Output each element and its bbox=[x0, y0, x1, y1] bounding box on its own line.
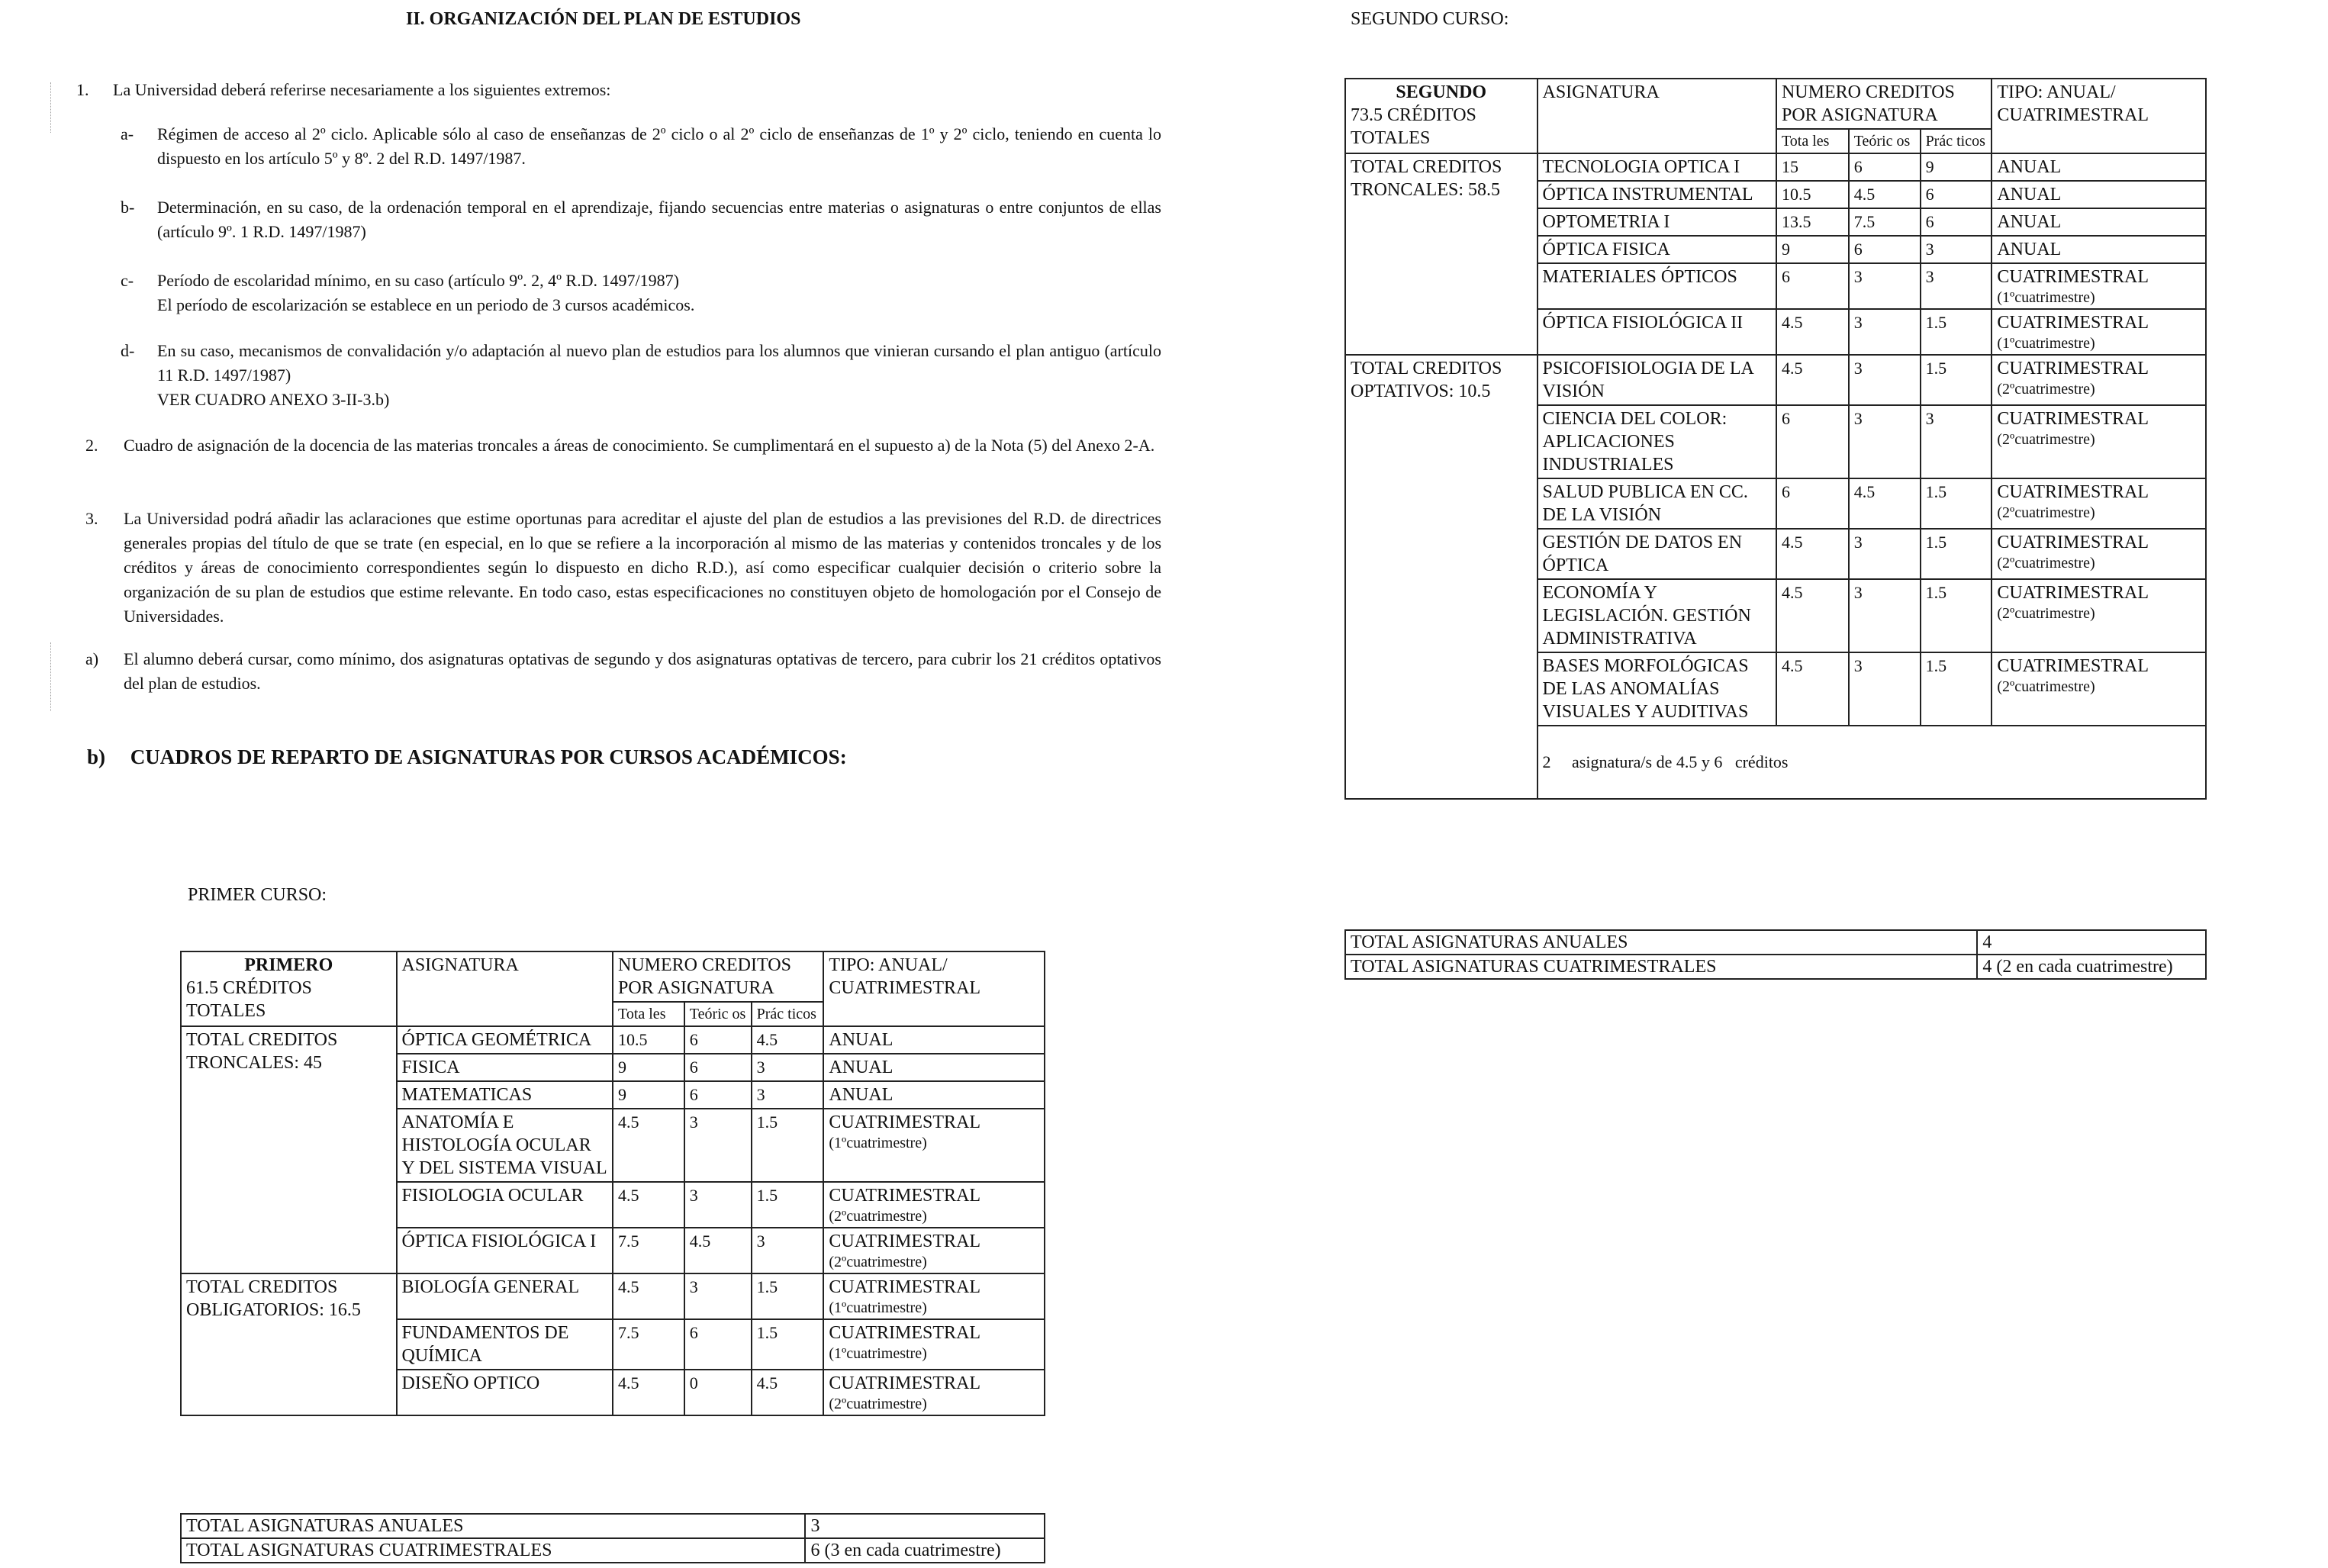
header-creditos: 73.5 CRÉDITOS bbox=[1351, 105, 1476, 125]
item-1d-text2: VER CUADRO ANEXO 3-II-3.b) bbox=[157, 390, 390, 409]
asignatura-cell: OPTOMETRIA I bbox=[1538, 208, 1776, 236]
totales-cell: 6 bbox=[1776, 405, 1849, 478]
table-header-row bbox=[181, 951, 1045, 1002]
tipo-cell bbox=[823, 1182, 1045, 1228]
tipo-text: CUATRIMESTRAL bbox=[1997, 533, 2149, 552]
asignatura-cell: MATERIALES ÓPTICOS bbox=[1538, 263, 1776, 309]
tipo-text: ANUAL bbox=[1997, 212, 2062, 232]
cuatrimestre-text: (2ºcuatrimestre) bbox=[829, 1396, 927, 1412]
header-asignatura: ASIGNATURA bbox=[1538, 79, 1776, 153]
group-obligatorios: TOTAL CREDITOS OBLIGATORIOS: 16.5 bbox=[181, 1273, 397, 1415]
cuatrimestre-text: (2ºcuatrimestre) bbox=[1997, 504, 2095, 521]
practicos-cell: 1.5 bbox=[1921, 478, 1992, 529]
totales-cell: 10.5 bbox=[1776, 181, 1849, 208]
totales-cell: 10.5 bbox=[613, 1026, 684, 1054]
teoricos-cell: 3 bbox=[1849, 405, 1921, 478]
margin-mark bbox=[50, 82, 51, 133]
table-row bbox=[181, 1026, 1045, 1054]
header-numero-creditos: NUMERO CREDITOS POR ASIGNATURA bbox=[1776, 79, 1992, 129]
cuatrimestre-text: (2ºcuatrimestre) bbox=[1997, 605, 2095, 622]
teoricos-cell: 6 bbox=[684, 1054, 752, 1081]
asignatura-cell: ANATOMÍA E HISTOLOGÍA OCULAR Y DEL SISTEMA VISUAL bbox=[397, 1109, 613, 1182]
teoricos-cell: 3 bbox=[1849, 652, 1921, 726]
tipo-cell bbox=[823, 1319, 1045, 1370]
group-troncales: TOTAL CREDITOS TRONCALES: 58.5 bbox=[1345, 153, 1538, 355]
totales-cell: 4.5 bbox=[1776, 652, 1849, 726]
practicos-cell: 1.5 bbox=[1921, 652, 1992, 726]
tipo-cell bbox=[1992, 478, 2206, 529]
asignatura-cell: FISIOLOGIA OCULAR bbox=[397, 1182, 613, 1228]
group-troncales: TOTAL CREDITOS TRONCALES: 45 bbox=[181, 1026, 397, 1273]
tipo-text: CUATRIMESTRAL bbox=[829, 1186, 981, 1206]
item-1b-marker: b- bbox=[121, 198, 135, 217]
totales-cell: 4.5 bbox=[1776, 355, 1849, 405]
tipo-text: CUATRIMESTRAL bbox=[1997, 656, 2149, 676]
tipo-text: CUATRIMESTRAL bbox=[829, 1232, 981, 1251]
tipo-text: CUATRIMESTRAL bbox=[1997, 313, 2149, 333]
primer-curso-label: PRIMER CURSO: bbox=[188, 885, 327, 905]
teoricos-cell: 3 bbox=[1849, 355, 1921, 405]
item-1c-text2: El período de escolarización se establece en un periodo de 3 cursos académicos. bbox=[157, 295, 695, 314]
tipo-text: CUATRIMESTRAL bbox=[1997, 267, 2149, 287]
section-b-marker: b) bbox=[87, 745, 106, 768]
cuatrimestre-text: (2ºcuatrimestre) bbox=[829, 1254, 927, 1270]
totales-cell: 4.5 bbox=[613, 1182, 684, 1228]
totales-cell: 6 bbox=[1776, 478, 1849, 529]
item-1a-text: Régimen de acceso al 2º ciclo. Aplicable sólo al caso de enseñanzas de 2º ciclo o al 2º ciclo de enseñanzas de 1º y 2º ciclo, teniendo en cuenta lo dispuesto en los artículo 5º y 8º. 2 del R.D. 1497/1987. bbox=[157, 124, 1161, 168]
total-cuatrimestrales-label: TOTAL ASIGNATURAS CUATRIMESTRALES bbox=[181, 1538, 805, 1563]
cuatrimestre-text: (1ºcuatrimestre) bbox=[1997, 289, 2095, 306]
asignatura-cell: CIENCIA DEL COLOR: APLICACIONES INDUSTRIALES bbox=[1538, 405, 1776, 478]
primer-totals-table bbox=[180, 1513, 1045, 1563]
totals-row bbox=[181, 1514, 1045, 1538]
tipo-cell bbox=[823, 1081, 1045, 1109]
practicos-cell: 4.5 bbox=[752, 1370, 824, 1415]
tipo-cell bbox=[823, 1228, 1045, 1273]
practicos-cell: 1.5 bbox=[752, 1182, 824, 1228]
item-2-text: Cuadro de asignación de la docencia de las materias troncales a áreas de conocimiento. Se cumplimentará en el supuesto a) de la Nota (5) del Anexo 2-A. bbox=[124, 436, 1155, 455]
teoricos-cell: 3 bbox=[1849, 263, 1921, 309]
teoricos-cell: 6 bbox=[684, 1319, 752, 1370]
header-creditos: 61.5 CRÉDITOS bbox=[186, 978, 312, 998]
tipo-text: ANUAL bbox=[829, 1030, 894, 1050]
totales-cell: 9 bbox=[613, 1081, 684, 1109]
header-totales: TOTALES bbox=[1351, 128, 1431, 148]
total-anuales-value: 3 bbox=[805, 1514, 1045, 1538]
asignatura-cell: FISICA bbox=[397, 1054, 613, 1081]
tipo-cell bbox=[1992, 355, 2206, 405]
optativas-note: 2 asignatura/s de 4.5 y 6 créditos bbox=[1538, 726, 2207, 799]
cuatrimestre-text: (2ºcuatrimestre) bbox=[829, 1208, 927, 1225]
asignatura-cell: ÓPTICA FISICA bbox=[1538, 236, 1776, 263]
header-tipo: TIPO: ANUAL/ CUATRIMESTRAL bbox=[823, 951, 1045, 1026]
practicos-cell: 6 bbox=[1921, 208, 1992, 236]
table-header-row bbox=[1345, 79, 2206, 129]
teoricos-cell: 4.5 bbox=[1849, 478, 1921, 529]
tipo-text: ANUAL bbox=[829, 1058, 894, 1077]
total-cuatrimestrales-value: 4 (2 en cada cuatrimestre) bbox=[1977, 955, 2206, 979]
tipo-cell bbox=[1992, 263, 2206, 309]
asignatura-cell: MATEMATICAS bbox=[397, 1081, 613, 1109]
header-curso: PRIMERO bbox=[244, 955, 333, 975]
teoricos-cell: 3 bbox=[684, 1273, 752, 1319]
cuatrimestre-text: (2ºcuatrimestre) bbox=[1997, 381, 2095, 398]
table-row bbox=[1345, 153, 2206, 181]
header-curso: SEGUNDO bbox=[1396, 82, 1487, 102]
teoricos-cell: 6 bbox=[684, 1026, 752, 1054]
header-practicos-col: Prác ticos bbox=[752, 1002, 824, 1026]
totales-cell: 6 bbox=[1776, 263, 1849, 309]
header-numero-creditos: NUMERO CREDITOS POR ASIGNATURA bbox=[613, 951, 823, 1002]
cuatrimestre-text: (1ºcuatrimestre) bbox=[829, 1345, 927, 1362]
teoricos-cell: 3 bbox=[684, 1182, 752, 1228]
header-curso-cell bbox=[1345, 79, 1538, 153]
table-row bbox=[181, 1273, 1045, 1319]
teoricos-cell: 3 bbox=[1849, 579, 1921, 652]
totales-cell: 4.5 bbox=[613, 1109, 684, 1182]
tipo-cell bbox=[1992, 181, 2206, 208]
cuatrimestre-text: (1ºcuatrimestre) bbox=[829, 1299, 927, 1316]
asignatura-cell: ÓPTICA FISIOLÓGICA II bbox=[1538, 309, 1776, 355]
asignatura-cell: ÓPTICA INSTRUMENTAL bbox=[1538, 181, 1776, 208]
cuatrimestre-text: (2ºcuatrimestre) bbox=[1997, 555, 2095, 571]
item-1c bbox=[121, 269, 1161, 317]
practicos-cell: 3 bbox=[1921, 405, 1992, 478]
total-anuales-value: 4 bbox=[1977, 930, 2206, 955]
tipo-text: ANUAL bbox=[1997, 157, 2062, 177]
item-1a bbox=[121, 122, 1161, 171]
asignatura-cell: PSICOFISIOLOGIA DE LA VISIÓN bbox=[1538, 355, 1776, 405]
item-1-text: La Universidad deberá referirse necesariamente a los siguientes extremos: bbox=[113, 80, 611, 99]
practicos-cell: 3 bbox=[752, 1054, 824, 1081]
totales-cell: 15 bbox=[1776, 153, 1849, 181]
practicos-cell: 3 bbox=[1921, 263, 1992, 309]
tipo-text: CUATRIMESTRAL bbox=[829, 1112, 981, 1132]
teoricos-cell: 3 bbox=[1849, 529, 1921, 579]
tipo-cell bbox=[823, 1109, 1045, 1182]
header-teoricos-col: Teóric os bbox=[684, 1002, 752, 1026]
asignatura-cell: ECONOMÍA Y LEGISLACIÓN. GESTIÓN ADMINISTRATIVA bbox=[1538, 579, 1776, 652]
header-totales-col: Tota les bbox=[613, 1002, 684, 1026]
tipo-text: ANUAL bbox=[829, 1085, 894, 1105]
totales-cell: 4.5 bbox=[1776, 529, 1849, 579]
item-3-marker: 3. bbox=[85, 509, 98, 528]
practicos-cell: 1.5 bbox=[752, 1273, 824, 1319]
table-row bbox=[1345, 355, 2206, 405]
asignatura-cell: GESTIÓN DE DATOS EN ÓPTICA bbox=[1538, 529, 1776, 579]
practicos-cell: 1.5 bbox=[752, 1319, 824, 1370]
teoricos-cell: 3 bbox=[1849, 309, 1921, 355]
totales-cell: 4.5 bbox=[613, 1273, 684, 1319]
item-1c-marker: c- bbox=[121, 271, 134, 290]
item-1b bbox=[121, 195, 1161, 244]
segundo-totals-table bbox=[1344, 929, 2207, 980]
totales-cell: 9 bbox=[1776, 236, 1849, 263]
totales-cell: 4.5 bbox=[613, 1370, 684, 1415]
asignatura-cell: ÓPTICA FISIOLÓGICA I bbox=[397, 1228, 613, 1273]
cuatrimestre-text: (2ºcuatrimestre) bbox=[1997, 431, 2095, 448]
tipo-cell bbox=[823, 1026, 1045, 1054]
asignatura-cell: BIOLOGÍA GENERAL bbox=[397, 1273, 613, 1319]
tipo-cell bbox=[823, 1054, 1045, 1081]
primer-curso-table bbox=[180, 951, 1045, 1416]
total-anuales-label: TOTAL ASIGNATURAS ANUALES bbox=[181, 1514, 805, 1538]
tipo-text: CUATRIMESTRAL bbox=[829, 1277, 981, 1297]
totales-cell: 4.5 bbox=[1776, 309, 1849, 355]
item-a-marker: a) bbox=[85, 649, 99, 668]
item-1a-marker: a- bbox=[121, 124, 134, 143]
tipo-cell bbox=[823, 1370, 1045, 1415]
segundo-curso-label: SEGUNDO CURSO: bbox=[1351, 9, 1509, 29]
tipo-cell bbox=[823, 1273, 1045, 1319]
cuatrimestre-text: (1ºcuatrimestre) bbox=[829, 1135, 927, 1151]
totales-cell: 7.5 bbox=[613, 1319, 684, 1370]
teoricos-cell: 6 bbox=[684, 1081, 752, 1109]
cuatrimestre-text: (1ºcuatrimestre) bbox=[1997, 335, 2095, 352]
totals-row bbox=[1345, 955, 2206, 979]
asignatura-cell: BASES MORFOLÓGICAS DE LAS ANOMALÍAS VISUALES Y AUDITIVAS bbox=[1538, 652, 1776, 726]
practicos-cell: 9 bbox=[1921, 153, 1992, 181]
teoricos-cell: 6 bbox=[1849, 236, 1921, 263]
item-a bbox=[85, 647, 1161, 696]
practicos-cell: 3 bbox=[1921, 236, 1992, 263]
totals-row bbox=[181, 1538, 1045, 1563]
item-1d-marker: d- bbox=[121, 341, 135, 360]
practicos-cell: 6 bbox=[1921, 181, 1992, 208]
tipo-text: CUATRIMESTRAL bbox=[829, 1323, 981, 1343]
item-1-marker: 1. bbox=[76, 80, 89, 99]
asignatura-cell: FUNDAMENTOS DE QUÍMICA bbox=[397, 1319, 613, 1370]
practicos-cell: 3 bbox=[752, 1081, 824, 1109]
teoricos-cell: 4.5 bbox=[684, 1228, 752, 1273]
cuatrimestre-text: (2ºcuatrimestre) bbox=[1997, 678, 2095, 695]
margin-mark bbox=[50, 642, 51, 711]
item-a-text: El alumno deberá cursar, como mínimo, dos asignaturas optativas de segundo y dos asignaturas optativas de tercero, para cubrir los 21 créditos optativos del plan de estudios. bbox=[124, 649, 1161, 693]
asignatura-cell: TECNOLOGIA OPTICA I bbox=[1538, 153, 1776, 181]
tipo-cell bbox=[1992, 309, 2206, 355]
item-1b-text: Determinación, en su caso, de la ordenación temporal en el aprendizaje, fijando secuencias entre materias o asignaturas o entre conjuntos de ellas (artículo 9º. 1 R.D. 1497/1987) bbox=[157, 198, 1161, 241]
practicos-cell: 1.5 bbox=[752, 1109, 824, 1182]
totals-row bbox=[1345, 930, 2206, 955]
item-2-marker: 2. bbox=[85, 436, 98, 455]
page-title: II. ORGANIZACIÓN DEL PLAN DE ESTUDIOS bbox=[406, 9, 801, 29]
asignatura-cell: SALUD PUBLICA EN CC. DE LA VISIÓN bbox=[1538, 478, 1776, 529]
tipo-text: CUATRIMESTRAL bbox=[829, 1373, 981, 1393]
header-totales-col: Tota les bbox=[1776, 129, 1849, 153]
practicos-cell: 4.5 bbox=[752, 1026, 824, 1054]
section-b-text: CUADROS DE REPARTO DE ASIGNATURAS POR CURSOS ACADÉMICOS: bbox=[130, 745, 847, 768]
tipo-cell bbox=[1992, 236, 2206, 263]
item-2 bbox=[85, 433, 1161, 458]
practicos-cell: 1.5 bbox=[1921, 579, 1992, 652]
header-teoricos-col: Teóric os bbox=[1849, 129, 1921, 153]
header-totales: TOTALES bbox=[186, 1001, 266, 1021]
totales-cell: 4.5 bbox=[1776, 579, 1849, 652]
segundo-curso-table bbox=[1344, 78, 2207, 800]
header-practicos-col: Prác ticos bbox=[1921, 129, 1992, 153]
header-tipo: TIPO: ANUAL/ CUATRIMESTRAL bbox=[1992, 79, 2206, 153]
tipo-text: CUATRIMESTRAL bbox=[1997, 359, 2149, 378]
section-b-heading bbox=[87, 745, 847, 769]
group-optativos: TOTAL CREDITOS OPTATIVOS: 10.5 bbox=[1345, 355, 1538, 799]
item-1 bbox=[76, 78, 1166, 102]
total-cuatrimestrales-value: 6 (3 en cada cuatrimestre) bbox=[805, 1538, 1045, 1563]
practicos-cell: 1.5 bbox=[1921, 529, 1992, 579]
totales-cell: 9 bbox=[613, 1054, 684, 1081]
item-3 bbox=[85, 507, 1161, 629]
tipo-text: ANUAL bbox=[1997, 185, 2062, 204]
tipo-cell bbox=[1992, 529, 2206, 579]
tipo-cell bbox=[1992, 153, 2206, 181]
header-curso-cell bbox=[181, 951, 397, 1026]
teoricos-cell: 6 bbox=[1849, 153, 1921, 181]
tipo-text: CUATRIMESTRAL bbox=[1997, 583, 2149, 603]
teoricos-cell: 7.5 bbox=[1849, 208, 1921, 236]
tipo-text: CUATRIMESTRAL bbox=[1997, 409, 2149, 429]
practicos-cell: 1.5 bbox=[1921, 355, 1992, 405]
header-asignatura: ASIGNATURA bbox=[397, 951, 613, 1026]
teoricos-cell: 0 bbox=[684, 1370, 752, 1415]
totales-cell: 13.5 bbox=[1776, 208, 1849, 236]
tipo-cell bbox=[1992, 405, 2206, 478]
asignatura-cell: ÓPTICA GEOMÉTRICA bbox=[397, 1026, 613, 1054]
tipo-cell bbox=[1992, 652, 2206, 726]
item-1d-text: En su caso, mecanismos de convalidación y/o adaptación al nuevo plan de estudios para los alumnos que vinieran cursando el plan antiguo (artículo 11 R.D. 1497/1987) bbox=[157, 341, 1161, 385]
teoricos-cell: 4.5 bbox=[1849, 181, 1921, 208]
tipo-cell bbox=[1992, 579, 2206, 652]
practicos-cell: 1.5 bbox=[1921, 309, 1992, 355]
asignatura-cell: DISEÑO OPTICO bbox=[397, 1370, 613, 1415]
item-3-text: La Universidad podrá añadir las aclaraciones que estime oportunas para acreditar el ajuste del plan de estudios a las previsiones del R.D. de directrices generales propias del título de que se trate (en especial, en lo que se refiere a la incorporación al mismo de las materias y contenidos troncales y de los créditos y áreas de conocimiento correspondientes según lo dispuesto en dicho R.D.), así como especificar cualquier decisión o criterio sobre la organización de su plan de estudios que estime relevante. En todo caso, estas especificaciones no constituyen objeto de homologación por el Consejo de Universidades. bbox=[124, 509, 1161, 626]
total-cuatrimestrales-label: TOTAL ASIGNATURAS CUATRIMESTRALES bbox=[1345, 955, 1977, 979]
tipo-cell bbox=[1992, 208, 2206, 236]
item-1d bbox=[121, 339, 1161, 412]
tipo-text: ANUAL bbox=[1997, 240, 2062, 259]
practicos-cell: 3 bbox=[752, 1228, 824, 1273]
tipo-text: CUATRIMESTRAL bbox=[1997, 482, 2149, 502]
totales-cell: 7.5 bbox=[613, 1228, 684, 1273]
teoricos-cell: 3 bbox=[684, 1109, 752, 1182]
total-anuales-label: TOTAL ASIGNATURAS ANUALES bbox=[1345, 930, 1977, 955]
item-1c-text: Período de escolaridad mínimo, en su caso (artículo 9º. 2, 4º R.D. 1497/1987) bbox=[157, 271, 679, 290]
